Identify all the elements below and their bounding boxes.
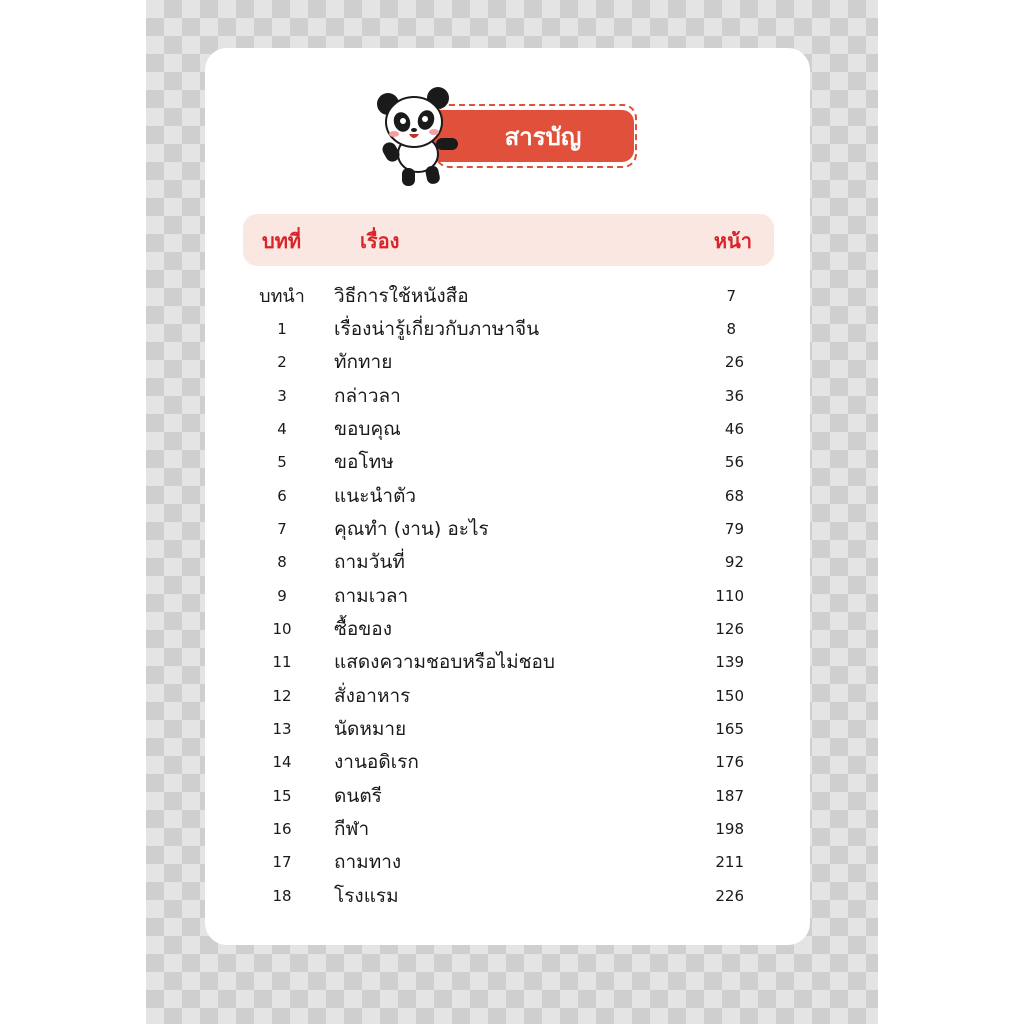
table-row <box>0 646 1024 679</box>
chapter-topic: นัดหมาย <box>334 718 407 740</box>
page-number: 46 <box>724 420 744 438</box>
page-number: 165 <box>715 720 744 738</box>
chapter-number: 4 <box>277 420 287 438</box>
table-row <box>0 280 1024 313</box>
chapter-number: 10 <box>272 620 292 638</box>
chapter-topic: เรื่องน่ารู้เกี่ยวกับภาษาจีน <box>334 318 540 340</box>
page-number: 176 <box>715 753 744 771</box>
table-row <box>0 446 1024 479</box>
chapter-topic: ถามทาง <box>334 851 402 873</box>
page-number: 211 <box>715 853 744 871</box>
header-topic: เรื่อง <box>360 229 400 253</box>
chapter-topic: ถามเวลา <box>334 585 409 607</box>
chapter-number: 12 <box>272 687 292 705</box>
header-page: หน้า <box>713 229 752 253</box>
table-row <box>0 613 1024 646</box>
table-row <box>0 746 1024 779</box>
table-row <box>0 813 1024 846</box>
page-number: 68 <box>724 487 744 505</box>
chapter-topic: แนะนำตัว <box>334 485 417 507</box>
chapter-topic: งานอดิเรก <box>334 751 419 773</box>
chapter-number: 13 <box>272 720 292 738</box>
panda-icon <box>372 84 464 188</box>
table-row <box>0 713 1024 746</box>
chapter-topic: ขอโทษ <box>334 451 394 473</box>
table-header-bar <box>243 214 774 266</box>
page-number: 110 <box>715 587 744 605</box>
chapter-topic: คุณทำ (งาน) อะไร <box>334 518 489 540</box>
page-number: 56 <box>724 453 744 471</box>
chapter-topic: โรงแรม <box>334 885 399 907</box>
table-row <box>0 780 1024 813</box>
chapter-number: 8 <box>277 553 287 571</box>
table-row <box>0 580 1024 613</box>
chapter-number: 3 <box>277 387 287 405</box>
page-number: 92 <box>724 553 744 571</box>
chapter-topic: แสดงความชอบหรือไม่ชอบ <box>334 651 555 673</box>
table-row <box>0 313 1024 346</box>
chapter-number: 14 <box>272 753 292 771</box>
chapter-topic: กีฬา <box>334 818 370 840</box>
chapter-number: 1 <box>277 320 287 338</box>
chapter-number: 9 <box>277 587 287 605</box>
chapter-number: 6 <box>277 487 287 505</box>
chapter-topic: วิธีการใช้หนังสือ <box>334 285 469 307</box>
page-number: 139 <box>715 653 744 671</box>
page-number: 8 <box>726 320 736 338</box>
page-number: 198 <box>715 820 744 838</box>
chapter-number: 16 <box>272 820 292 838</box>
chapter-topic: ซื้อของ <box>334 618 392 640</box>
page-number: 36 <box>724 387 744 405</box>
chapter-number: 15 <box>272 787 292 805</box>
table-row <box>0 880 1024 913</box>
chapter-number: 11 <box>272 653 292 671</box>
page-number: 126 <box>715 620 744 638</box>
page-number: 150 <box>715 687 744 705</box>
page-number: 226 <box>715 887 744 905</box>
page-title: สารบัญ <box>504 122 582 151</box>
chapter-topic: ทักทาย <box>334 351 393 373</box>
chapter-topic: กล่าวลา <box>334 385 401 407</box>
table-row <box>0 480 1024 513</box>
chapter-number: 2 <box>277 353 287 371</box>
table-row <box>0 680 1024 713</box>
chapter-topic: สั่งอาหาร <box>334 685 411 707</box>
table-row <box>0 546 1024 579</box>
page-number: 7 <box>726 287 736 305</box>
table-row <box>0 346 1024 379</box>
table-row <box>0 846 1024 879</box>
page-number: 26 <box>724 353 744 371</box>
table-row <box>0 413 1024 446</box>
chapter-topic: ดนตรี <box>334 785 382 807</box>
page-number: 187 <box>715 787 744 805</box>
table-row <box>0 513 1024 546</box>
chapter-topic: ขอบคุณ <box>334 418 401 440</box>
table-row <box>0 380 1024 413</box>
chapter-number: บทนำ <box>259 286 305 307</box>
chapter-number: 18 <box>272 887 292 905</box>
chapter-topic: ถามวันที่ <box>334 551 405 573</box>
chapter-number: 17 <box>272 853 292 871</box>
chapter-number: 7 <box>277 520 287 538</box>
page-number: 79 <box>724 520 744 538</box>
chapter-number: 5 <box>277 453 287 471</box>
header-chapter: บทที่ <box>262 229 302 253</box>
